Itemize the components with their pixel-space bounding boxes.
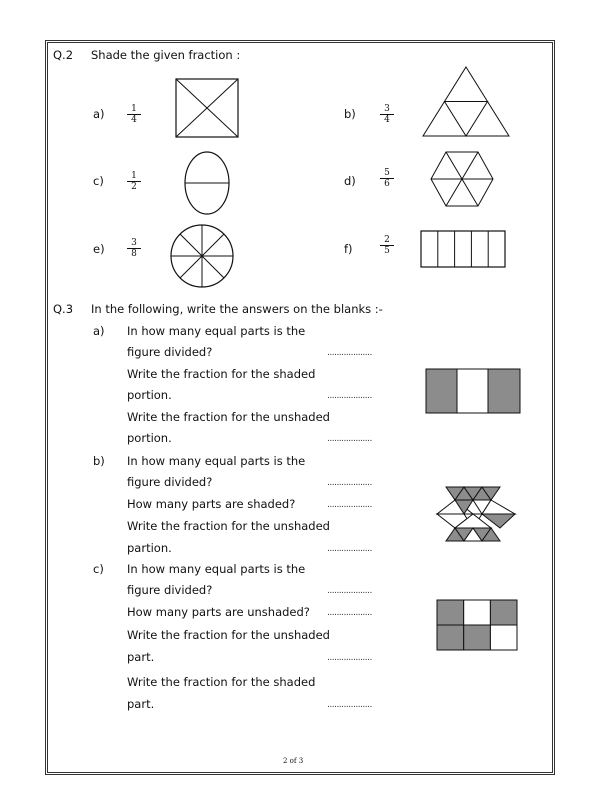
q2-item-e-label: e) [93,242,105,256]
q2-item-f-label: f) [344,242,353,256]
oval-halved-figure [183,150,231,216]
q2-title: Shade the given fraction : [91,48,241,62]
q3-a-line-3: Write the fraction for the shaded [127,367,316,381]
answer-blank[interactable]: ................... [327,391,372,401]
answer-blank[interactable]: ................... [327,478,372,488]
answer-blank[interactable]: ................... [327,544,372,554]
q3-b-line-1: In how many equal parts is the [127,454,306,468]
q3-c-line-6: Write the fraction for the shaded [127,675,316,689]
answer-blank[interactable]: ................... [327,500,372,510]
q2-item-f-fraction: $\frac{2}{5}$ [380,235,394,256]
q3-part-a-label: a) [93,324,105,338]
q3-c-line-7: part. [127,697,155,711]
q2-item-a-label: a) [93,107,105,121]
q2-item-d-fraction: $\frac{5}{6}$ [380,168,394,189]
q2-item-d-label: d) [344,174,356,188]
q3-part-c-label: c) [93,562,104,576]
hexagon-in-six-parts-figure [430,150,494,208]
q3-title: In the following, write the answers on the blanks :- [91,302,383,316]
grid-of-six-figure [436,599,518,651]
q3-c-line-5: part. [127,650,155,664]
answer-blank[interactable]: ................... [327,608,372,618]
q3-c-line-3: How many parts are unshaded? [127,605,310,619]
q3-a-line-2: figure divided? [127,345,213,359]
q3-c-line-4: Write the fraction for the unshaded [127,628,330,642]
square-with-diagonals-figure [175,78,239,138]
q2-item-c-label: c) [93,174,104,188]
q2-number: Q.2 [53,48,74,62]
q3-b-line-5: partion. [127,541,172,555]
answer-blank[interactable]: ................... [327,586,372,596]
q3-number: Q.3 [53,302,74,316]
q2-item-b-fraction: $\frac{3}{4}$ [380,104,394,125]
q3-b-line-2: figure divided? [127,475,213,489]
q3-part-b-label: b) [93,454,105,468]
q2-item-e-fraction: $\frac{3}{8}$ [127,238,141,259]
q3-b-line-3: How many parts are shaded? [127,497,296,511]
q3-c-line-1: In how many equal parts is the [127,562,306,576]
star-of-triangles-figure [434,486,518,542]
triangle-in-four-parts-figure [422,66,510,138]
answer-blank[interactable]: ................... [327,653,372,663]
q2-item-c-fraction: $\frac{1}{2}$ [127,171,141,192]
rectangle-in-five-parts-figure [420,230,506,268]
q2-item-a-fraction: $\frac{1}{4}$ [127,104,141,125]
answer-blank[interactable]: ................... [327,700,372,710]
answer-blank[interactable]: ................... [327,434,372,444]
q2-item-b-label: b) [344,107,356,121]
q3-b-line-4: Write the fraction for the unshaded [127,519,330,533]
q3-a-line-1: In how many equal parts is the [127,324,306,338]
circle-in-eight-parts-figure [169,223,235,289]
q3-a-line-6: portion. [127,431,172,445]
three-bar-rectangle-figure [425,368,521,414]
answer-blank[interactable]: ................... [327,348,372,358]
q3-a-line-5: Write the fraction for the unshaded [127,410,330,424]
q3-c-line-2: figure divided? [127,583,213,597]
page-number: 2 of 3 [283,757,304,765]
q3-a-line-4: portion. [127,388,172,402]
